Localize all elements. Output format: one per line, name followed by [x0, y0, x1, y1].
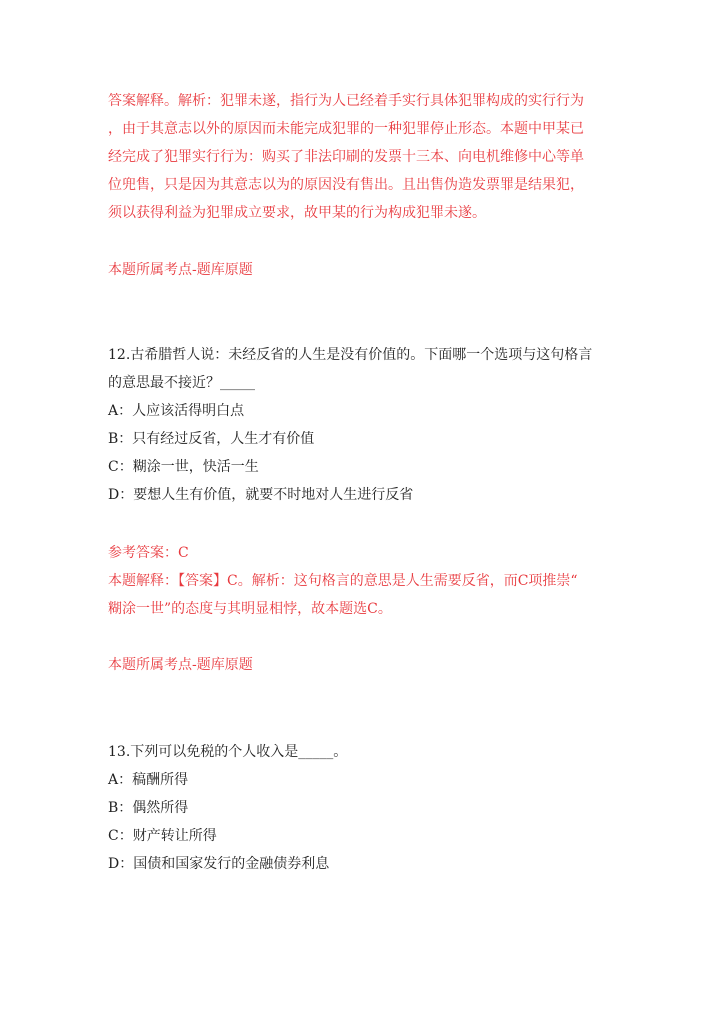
- option-d: D：国债和国家发行的金融债券利息: [108, 856, 330, 872]
- explanation-line: ，由于其意志以外的原因而未能完成犯罪的一种犯罪停止形态。本题中甲某已: [108, 121, 584, 137]
- question-stem-line: 12.古希腊哲人说：未经反省的人生是没有价值的。下面哪一个选项与这句格言: [108, 347, 593, 363]
- option-c: C：财产转让所得: [108, 828, 217, 844]
- previous-question-explanation: [108, 87, 618, 227]
- option-d: D：要想人生有价值，就要不时地对人生进行反省: [108, 487, 414, 503]
- explanation-line: 糊涂一世”的态度与其明显相悖，故本题选C。: [108, 601, 392, 617]
- question-13: [108, 738, 618, 878]
- explanation-line: 本题解释：【答案】C。解析：这句格言的意思是人生需要反省，而C项推崇“: [108, 573, 578, 589]
- option-b: B：偶然所得: [108, 800, 189, 816]
- explanation-line: 须以获得利益为犯罪成立要求，故甲某的行为构成犯罪未遂。: [108, 205, 486, 221]
- explanation-line: 位兜售，只是因为其意志以为的原因没有售出。且出售伪造发票罪是结果犯，: [108, 177, 584, 193]
- question-12-source: [108, 651, 618, 679]
- question-stem-line: 的意思最不接近？_____: [108, 375, 255, 391]
- previous-question-source: [108, 256, 618, 284]
- explanation-line: 经完成了犯罪实行行为：购买了非法印刷的发票十三本、向电机维修中心等单: [108, 149, 584, 165]
- explanation-line: 答案解释。解析：犯罪未遂，指行为人已经着手实行具体犯罪构成的实行行为: [108, 93, 584, 109]
- source-tag: 本题所属考点-题库原题: [108, 262, 253, 278]
- option-a: A：稿酬所得: [108, 772, 189, 788]
- question-stem-line: 13.下列可以免税的个人收入是_____。: [108, 744, 348, 760]
- reference-answer: 参考答案：C: [108, 545, 189, 561]
- option-c: C：糊涂一世，快活一生: [108, 459, 259, 475]
- question-12: [108, 341, 618, 509]
- question-12-answer: [108, 539, 618, 623]
- option-a: A：人应该活得明白点: [108, 403, 245, 419]
- source-tag: 本题所属考点-题库原题: [108, 657, 253, 673]
- option-b: B：只有经过反省，人生才有价值: [108, 431, 315, 447]
